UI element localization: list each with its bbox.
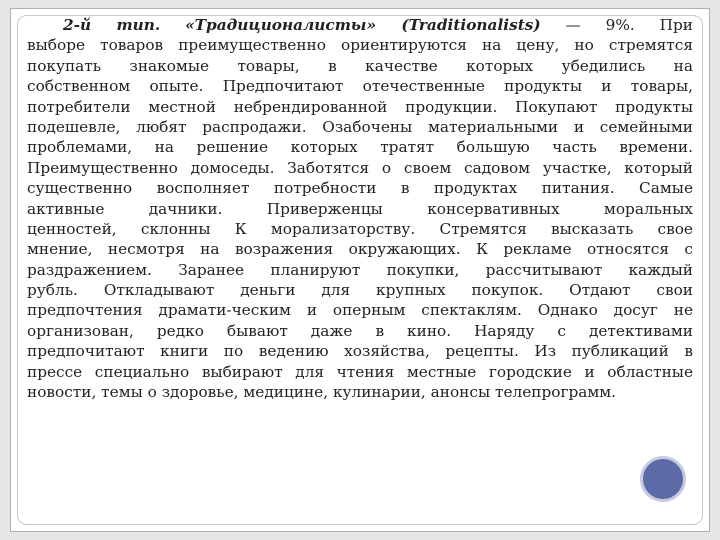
segment-type-label: 2-й тип.	[63, 16, 161, 34]
circle-bullet-icon	[640, 456, 686, 502]
paragraph-line: активные дачники. Приверженцы консервативных моральных	[27, 199, 693, 218]
paragraph-line: ценностей, склонны К морализаторству. Стремятся высказать свое	[27, 219, 693, 238]
paragraph-line: проблемами, на решение которых тратят большую часть времени.	[27, 138, 693, 157]
paragraph-line: выборе товаров преимущественно ориентируются на цену, но стремятся	[27, 36, 693, 55]
paragraph-line: предпочтения драмати-ческим и оперным спектаклям. Однако досуг не	[27, 301, 693, 320]
segment-share: — 9%. При	[540, 16, 693, 34]
paragraph-line: потребители местной небрендированной продукции. Покупают продукты	[27, 97, 693, 116]
paragraph-line: предпочитают книги по ведению хозяйства, рецепты. Из публикаций в	[27, 342, 693, 361]
paragraph-line: покупать знакомые товары, в качестве которых убедились на	[27, 56, 693, 75]
body-paragraph	[27, 15, 693, 402]
paragraph-line: раздражением. Заранее планируют покупки, рассчитывают каждый	[27, 260, 693, 279]
segment-name: «Традиционалисты» (Traditionalists)	[185, 16, 541, 34]
slide	[10, 8, 710, 532]
paragraph-line: существенно восполняет потребности в продуктах питания. Самые	[27, 179, 693, 198]
paragraph-line: мнение, несмотря на возражения окружающих. К рекламе относятся с	[27, 240, 693, 259]
paragraph-line: прессе специально выбирают для чтения местные городские и областные	[27, 362, 693, 381]
paragraph-line: Преимущественно домоседы. Заботятся о своем садовом участке, который	[27, 158, 693, 177]
paragraph-line: рубль. Откладывают деньги для крупных покупок. Отдают свои	[27, 281, 693, 300]
paragraph-line: новости, темы о здоровье, медицине, кулинарии, анонсы телепрограмм.	[27, 383, 617, 402]
paragraph-line: подешевле, любят распродажи. Озабочены материальными и семейными	[27, 117, 693, 136]
paragraph-line: организован, редко бывают даже в кино. Наряду с детективами	[27, 321, 693, 340]
paragraph-line: собственном опыте. Предпочитают отечественные продукты и товары,	[27, 77, 693, 96]
paragraph-first-line	[27, 15, 693, 35]
